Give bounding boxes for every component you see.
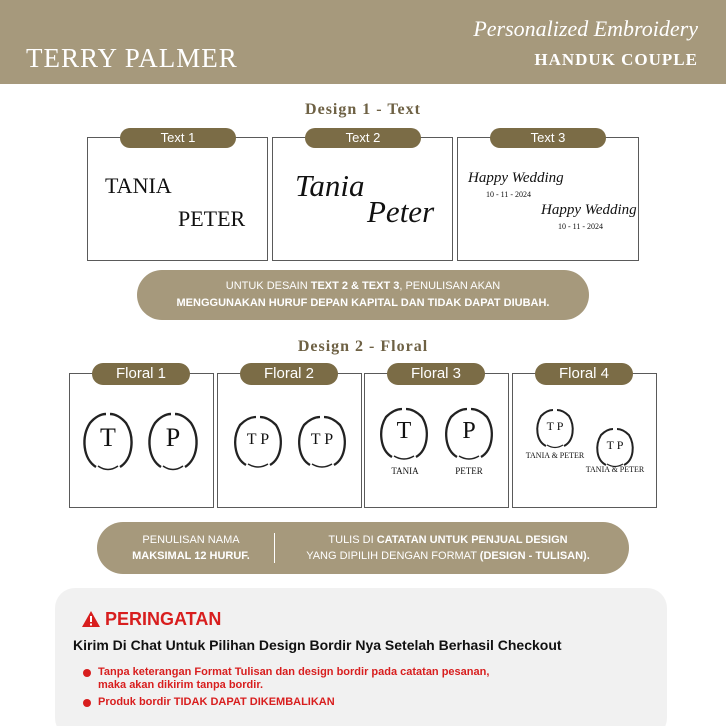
brand-name: TERRY PALMER [26, 43, 238, 73]
text2-line2: Peter [367, 194, 435, 229]
warning-bullet-2: Produk bordir TIDAK DAPAT DIKEMBALIKAN [98, 696, 335, 708]
floral3-card[interactable] [364, 373, 509, 508]
design2-notice [97, 522, 629, 574]
floral3-right-name: PETER [455, 466, 483, 476]
floral3-left-name: TANIA [391, 466, 419, 476]
floral2-right-letters: T P [310, 431, 334, 448]
design1-notice [137, 270, 589, 320]
tagline-script: Personalized Embroidery [473, 16, 698, 41]
design1-notice-line2: MENGGUNAKAN HURUF DEPAN KAPITAL DAN TIDAK DAPAT DIUBAH. [176, 297, 550, 309]
warning-instruction: Kirim Di Chat Untuk Pilihan Design Bordir Nya Setelah Berhasil Checkout [73, 637, 562, 653]
floral2-left-letters: T P [246, 431, 270, 448]
text1-line1: TANIA [105, 173, 172, 198]
design1-notice-line1: UNTUK DESAIN TEXT 2 & TEXT 3, PENULISAN AKAN [225, 280, 501, 292]
warning-bullet-1-line2: maka akan dikirim tanpa bordir. [98, 679, 264, 691]
notice-format-line1: TULIS DI CATATAN UNTUK PENJUAL DESIGN [328, 534, 568, 546]
floral2-label: Floral 2 [240, 363, 338, 385]
notice-format-line2: YANG DIPILIH DENGAN FORMAT (DESIGN - TULISAN). [306, 550, 590, 562]
notice-name-limit-line1: PENULISAN NAMA [142, 534, 240, 546]
floral1-right-letter: P [165, 423, 181, 452]
floral1-card[interactable] [69, 373, 214, 508]
notice-divider [274, 533, 275, 563]
floral4-right-name: TANIA & PETER [585, 465, 645, 474]
floral4-label: Floral 4 [535, 363, 633, 385]
design2-title: Design 2 - Floral [297, 338, 429, 355]
text1-card[interactable] [87, 137, 268, 261]
text3-label: Text 3 [490, 128, 606, 148]
text3-date-1: 10 - 11 - 2024 [486, 190, 532, 199]
design1-title: Design 1 - Text [305, 101, 421, 118]
floral4-left-letters: T P [546, 419, 564, 433]
text3-card[interactable] [457, 137, 639, 261]
text3-script-1: Happy Wedding [468, 170, 564, 186]
text2-card[interactable] [272, 137, 453, 261]
floral1-left-letter: T [100, 423, 116, 452]
floral4-left-name: TANIA & PETER [525, 451, 585, 460]
floral4-right-letters: T P [606, 438, 624, 452]
text1-line2: PETER [178, 206, 246, 231]
warning-title: PERINGATAN [105, 609, 222, 629]
warning-bullet-1-line1: Tanpa keterangan Format Tulisan dan design bordir pada catatan pesanan, [98, 666, 490, 678]
bullet-icon [83, 699, 91, 707]
bullet-icon [83, 669, 91, 677]
text1-label: Text 1 [120, 128, 236, 148]
text3-script-2: Happy Wedding [541, 202, 637, 218]
tagline-sub: HANDUK COUPLE [534, 50, 698, 69]
text2-label: Text 2 [305, 128, 421, 148]
text3-date-2: 10 - 11 - 2024 [558, 222, 604, 231]
warning-triangle-icon [81, 610, 101, 628]
floral3-label: Floral 3 [387, 363, 485, 385]
floral2-card[interactable] [217, 373, 362, 508]
header-banner [0, 0, 726, 84]
floral4-card[interactable] [512, 373, 657, 508]
text2-line1: Tania [295, 168, 365, 203]
floral3-left-letter: T [396, 418, 412, 444]
floral3-right-letter: P [462, 418, 476, 444]
notice-name-limit-line2: MAKSIMAL 12 HURUF. [132, 550, 250, 562]
floral1-label: Floral 1 [92, 363, 190, 385]
